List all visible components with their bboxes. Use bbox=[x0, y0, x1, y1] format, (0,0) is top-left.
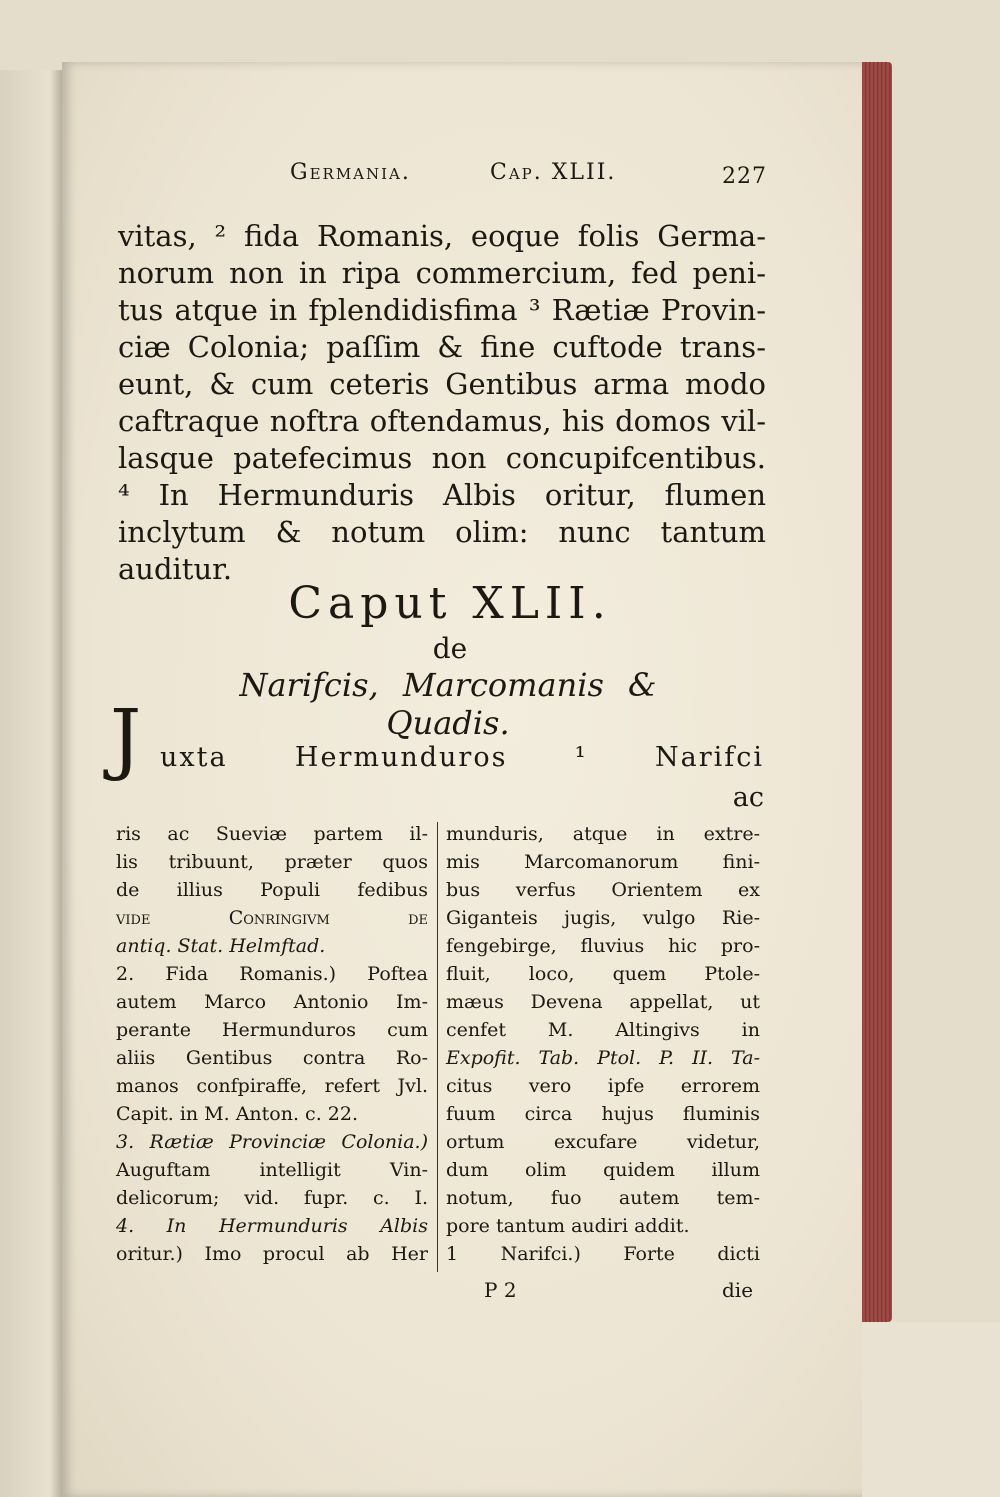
body-line: norum non in ripa commercium, fed peni- bbox=[118, 256, 766, 290]
note-line: Giganteis jugis, vulgo Rie- bbox=[446, 907, 760, 929]
note-line: autem Marco Antonio Im- bbox=[116, 991, 428, 1013]
body-line: vitas, ² fida Romanis, eoque folis Germa- bbox=[118, 219, 766, 253]
note-line: perante Hermunduros cum bbox=[116, 1019, 428, 1041]
note-line: mæus Devena appellat, ut bbox=[446, 991, 760, 1013]
header-section: Germania. bbox=[290, 160, 411, 185]
chapter-title: Caput XLII. bbox=[288, 578, 612, 629]
note-line: 2. Fida Romanis.) Poftea bbox=[116, 963, 428, 985]
header-chapter: Cap. XLII. bbox=[490, 160, 617, 185]
body-line: auditur. bbox=[118, 552, 233, 586]
note-line: mis Marcomanorum fini- bbox=[446, 851, 760, 873]
note-line: fluit, loco, quem Ptole- bbox=[446, 963, 760, 985]
body-line: eunt, & cum ceteris Gentibus arma modo bbox=[118, 367, 766, 401]
signature-mark: P 2 bbox=[484, 1278, 517, 1302]
note-line: Auguftam intelligit Vin- bbox=[116, 1159, 428, 1181]
note-line: pore tantum audiri addit. bbox=[446, 1215, 690, 1237]
note-line: delicorum; vid. fupr. c. I. bbox=[116, 1187, 428, 1209]
note-line: oritur.) Imo procul ab Her bbox=[116, 1243, 428, 1265]
note-line: dum olim quidem illum bbox=[446, 1159, 760, 1181]
note-line: notum, fuo autem tem- bbox=[446, 1187, 760, 1209]
note-line: bus verfus Orientem ex bbox=[446, 879, 760, 901]
note-line: vide Conringivm de bbox=[116, 907, 428, 929]
note-line: 4. In Hermunduris Albis bbox=[116, 1215, 428, 1237]
running-header bbox=[290, 160, 770, 200]
note-line: manos confpiraffe, refert Jvl. bbox=[116, 1075, 428, 1097]
note-line: ris ac Sueviæ partem il- bbox=[116, 823, 428, 845]
note-line: de illius Populi fedibus bbox=[116, 879, 428, 901]
left-page-edge bbox=[0, 70, 62, 1497]
note-line: lis tribuunt, præter quos bbox=[116, 851, 428, 873]
note-line: munduris, atque in extre- bbox=[446, 823, 760, 845]
body-line: ⁴ In Hermunduris Albis oritur, flumen bbox=[118, 478, 766, 512]
note-line: aliis Gentibus contra Ro- bbox=[116, 1047, 428, 1069]
note-line: ortum excufare videtur, bbox=[446, 1131, 760, 1153]
column-rule bbox=[437, 822, 438, 1272]
body-line: inclytum & notum olim: nunc tantum bbox=[118, 515, 766, 549]
note-line: 1 Narifci.) Forte dicti bbox=[446, 1243, 760, 1265]
note-line: 3. Rætiæ Provinciæ Colonia.) bbox=[116, 1131, 428, 1153]
chapter-de: de bbox=[432, 632, 468, 665]
background bbox=[862, 1322, 1000, 1497]
intro-line: uxta Hermunduros ¹ Narifci bbox=[160, 742, 764, 773]
note-line: fengebirge, fluvius hic pro- bbox=[446, 935, 760, 957]
intro-continuation: ac bbox=[732, 782, 764, 813]
note-line: citus vero ipfe errorem bbox=[446, 1075, 760, 1097]
drop-cap: J bbox=[110, 694, 142, 784]
red-page-edges bbox=[862, 62, 892, 1322]
body-line: caftraque noftra oftendamus, his domos vil- bbox=[118, 404, 766, 438]
body-line: ciæ Colonia; paſſim & fine cuftode trans- bbox=[118, 330, 766, 364]
body-line: tus atque in fplendidisfima ³ Rætiæ Provin- bbox=[118, 293, 766, 327]
note-line: cenfet M. Altingivs in bbox=[446, 1019, 760, 1041]
page-number: 227 bbox=[722, 164, 767, 189]
body-line: lasque patefecimus non concupifcentibus. bbox=[118, 441, 766, 475]
note-line: antiq. Stat. Helmftad. bbox=[116, 935, 326, 957]
note-line: fuum circa hujus fluminis bbox=[446, 1103, 760, 1125]
note-line: Capit. in M. Anton. c. 22. bbox=[116, 1103, 358, 1125]
catchword: die bbox=[722, 1278, 754, 1302]
chapter-subtitle: Narifcis, Marcomanis & Quadis. bbox=[239, 666, 657, 742]
note-line: Expofit. Tab. Ptol. P. II. Ta- bbox=[446, 1047, 760, 1069]
